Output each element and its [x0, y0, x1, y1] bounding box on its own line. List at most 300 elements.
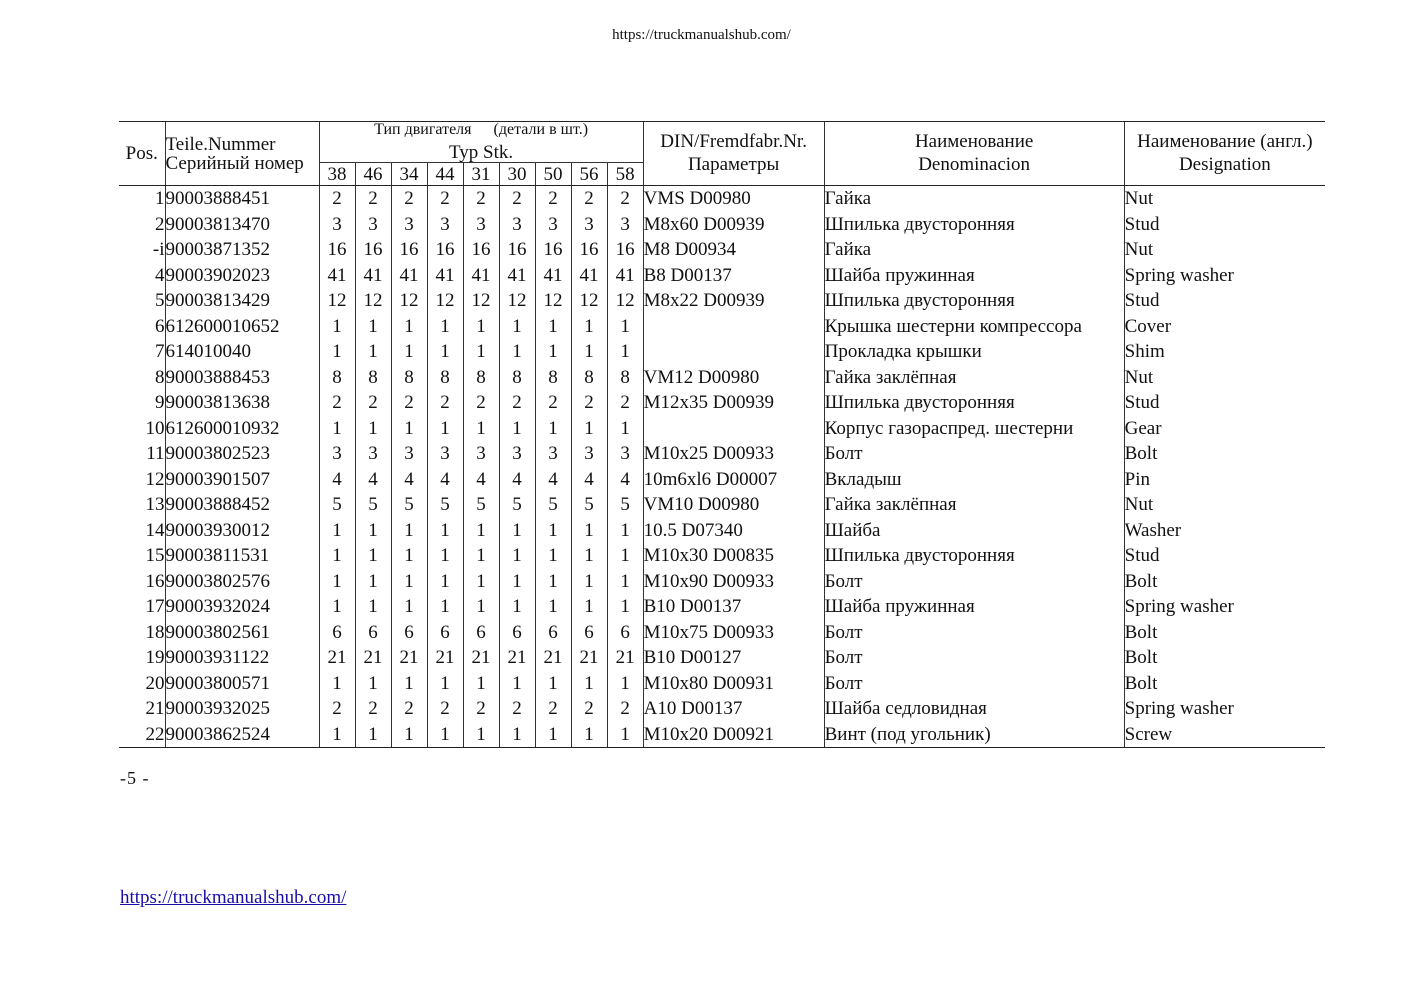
row-qty: 1 — [391, 594, 427, 620]
row-part-number: 90003813638 — [165, 390, 319, 416]
row-qty: 1 — [355, 416, 391, 442]
row-din: B8 D00137 — [643, 263, 824, 289]
row-qty: 21 — [427, 645, 463, 671]
row-qty: 6 — [607, 620, 643, 646]
row-qty: 1 — [571, 339, 607, 365]
header-designation-line1: Наименование (англ.) — [1137, 130, 1313, 152]
row-name-ru: Болт — [824, 620, 1124, 646]
row-qty: 16 — [319, 237, 355, 263]
row-qty: 21 — [499, 645, 535, 671]
row-qty: 21 — [319, 645, 355, 671]
row-name-ru: Болт — [824, 441, 1124, 467]
row-part-number: 90003813470 — [165, 212, 319, 238]
row-qty: 2 — [391, 696, 427, 722]
row-pos: 4 — [155, 264, 165, 286]
row-qty: 1 — [499, 416, 535, 442]
page-number: -5 - — [120, 768, 150, 788]
row-name-ru: Шайба пружинная — [824, 594, 1124, 620]
row-name-ru: Крышка шестерни компрессора — [824, 314, 1124, 340]
row-name-en: Cover — [1124, 314, 1325, 340]
row-name-ru: Корпус газораспред. шестерни — [824, 416, 1124, 442]
row-qty: 4 — [391, 467, 427, 493]
row-qty: 1 — [535, 569, 571, 595]
row-qty: 1 — [319, 518, 355, 544]
parts-table — [119, 121, 1325, 748]
row-qty: 5 — [535, 492, 571, 518]
table-row — [119, 186, 1325, 212]
row-qty: 1 — [355, 722, 391, 748]
row-qty: 1 — [319, 671, 355, 697]
row-part-number: 90003802523 — [165, 441, 319, 467]
header-din — [643, 122, 824, 186]
row-din: VM12 D00980 — [643, 365, 824, 391]
row-qty: 12 — [355, 288, 391, 314]
row-qty: 16 — [607, 237, 643, 263]
row-qty: 8 — [463, 365, 499, 391]
row-pos: 19 — [145, 647, 165, 669]
row-qty: 5 — [355, 492, 391, 518]
row-qty: 8 — [535, 365, 571, 391]
row-qty: 2 — [355, 186, 391, 212]
row-qty: 2 — [499, 696, 535, 722]
row-name-en: Bolt — [1124, 569, 1325, 595]
row-name-en: Bolt — [1124, 620, 1325, 646]
row-name-ru: Шайба пружинная — [824, 263, 1124, 289]
table-row — [119, 237, 1325, 263]
row-din: M10x80 D00931 — [643, 671, 824, 697]
row-qty: 1 — [571, 518, 607, 544]
row-qty: 3 — [571, 441, 607, 467]
row-pos: 1 — [155, 188, 165, 210]
footer-link[interactable]: https://truckmanualshub.com/ — [120, 887, 347, 908]
row-qty: 1 — [319, 569, 355, 595]
row-qty: 1 — [319, 594, 355, 620]
row-name-ru: Болт — [824, 645, 1124, 671]
row-pos: 10 — [145, 417, 165, 439]
row-qty: 2 — [463, 186, 499, 212]
row-pos: 2 — [155, 213, 165, 235]
row-part-number: 612600010652 — [165, 314, 319, 340]
row-qty: 3 — [391, 212, 427, 238]
row-qty: 5 — [499, 492, 535, 518]
row-part-number: 90003811531 — [165, 543, 319, 569]
row-qty: 8 — [499, 365, 535, 391]
row-qty: 1 — [391, 569, 427, 595]
row-qty: 21 — [571, 645, 607, 671]
row-qty: 6 — [571, 620, 607, 646]
row-name-en: Washer — [1124, 518, 1325, 544]
table-row — [119, 569, 1325, 595]
table-row — [119, 314, 1325, 340]
row-din: 10m6xl6 D00007 — [643, 467, 824, 493]
table-row — [119, 467, 1325, 493]
row-qty: 1 — [391, 314, 427, 340]
table-row — [119, 671, 1325, 697]
row-qty: 1 — [571, 543, 607, 569]
row-qty: 1 — [427, 314, 463, 340]
row-name-en: Bolt — [1124, 645, 1325, 671]
header-part-number — [165, 122, 319, 186]
table-row — [119, 339, 1325, 365]
row-qty: 1 — [427, 722, 463, 748]
row-qty: 3 — [427, 441, 463, 467]
row-name-en: Nut — [1124, 237, 1325, 263]
row-qty: 1 — [499, 671, 535, 697]
table-row — [119, 722, 1325, 748]
row-pos: 16 — [145, 570, 165, 592]
row-qty: 1 — [391, 416, 427, 442]
row-qty: 1 — [319, 339, 355, 365]
row-qty: 2 — [535, 696, 571, 722]
row-qty: 4 — [535, 467, 571, 493]
table-row — [119, 518, 1325, 544]
row-qty: 1 — [499, 722, 535, 748]
row-qty: 1 — [463, 518, 499, 544]
row-name-ru: Гайка заклёпная — [824, 492, 1124, 518]
row-pos: 5 — [155, 290, 165, 312]
row-qty: 3 — [319, 441, 355, 467]
row-qty: 3 — [355, 441, 391, 467]
row-qty: 1 — [355, 339, 391, 365]
row-qty: 41 — [319, 263, 355, 289]
row-qty: 1 — [427, 518, 463, 544]
row-qty: 2 — [427, 186, 463, 212]
engine-type-header: 44 — [427, 163, 463, 186]
row-part-number: 90003888453 — [165, 365, 319, 391]
table-row — [119, 492, 1325, 518]
header-denomination-line1: Наименование — [914, 130, 1034, 152]
row-qty: 6 — [355, 620, 391, 646]
row-part-number: 90003871352 — [165, 237, 319, 263]
row-qty: 12 — [571, 288, 607, 314]
row-qty: 1 — [355, 569, 391, 595]
row-qty: 1 — [391, 671, 427, 697]
row-part-number: 90003902023 — [165, 263, 319, 289]
row-name-en: Stud — [1124, 288, 1325, 314]
engine-type-header: 56 — [571, 163, 607, 186]
row-din: M8x60 D00939 — [643, 212, 824, 238]
row-qty: 16 — [391, 237, 427, 263]
row-qty: 1 — [319, 314, 355, 340]
row-qty: 1 — [355, 314, 391, 340]
row-part-number: 90003932025 — [165, 696, 319, 722]
row-pos: 12 — [145, 468, 165, 490]
row-qty: 12 — [391, 288, 427, 314]
row-qty: 1 — [499, 518, 535, 544]
row-qty: 2 — [535, 390, 571, 416]
row-din: VM10 D00980 — [643, 492, 824, 518]
row-qty: 5 — [391, 492, 427, 518]
row-qty: 8 — [427, 365, 463, 391]
row-name-en: Stud — [1124, 390, 1325, 416]
header-pos: Pos. — [119, 122, 165, 186]
row-qty: 4 — [355, 467, 391, 493]
row-qty: 5 — [607, 492, 643, 518]
row-qty: 1 — [427, 671, 463, 697]
row-qty: 3 — [607, 441, 643, 467]
row-name-ru: Винт (под угольник) — [824, 722, 1124, 748]
row-din: M10x90 D00933 — [643, 569, 824, 595]
row-pos: 13 — [145, 494, 165, 516]
row-pos: 7 — [155, 341, 165, 363]
header-url: https://truckmanualshub.com/ — [612, 27, 791, 43]
row-qty: 2 — [463, 390, 499, 416]
row-qty: 16 — [535, 237, 571, 263]
row-name-en: Spring washer — [1124, 594, 1325, 620]
row-qty: 4 — [427, 467, 463, 493]
row-qty: 5 — [427, 492, 463, 518]
row-qty: 2 — [355, 696, 391, 722]
row-part-number: 90003802576 — [165, 569, 319, 595]
row-pos: 18 — [145, 621, 165, 643]
row-name-en: Stud — [1124, 212, 1325, 238]
table-row — [119, 212, 1325, 238]
row-qty: 2 — [391, 390, 427, 416]
row-qty: 3 — [463, 212, 499, 238]
row-name-en: Stud — [1124, 543, 1325, 569]
row-qty: 2 — [499, 186, 535, 212]
row-qty: 1 — [499, 314, 535, 340]
row-qty: 3 — [391, 441, 427, 467]
engine-type-header: 46 — [355, 163, 391, 186]
row-qty: 1 — [319, 722, 355, 748]
row-part-number: 90003901507 — [165, 467, 319, 493]
table-row — [119, 390, 1325, 416]
row-qty: 16 — [499, 237, 535, 263]
header-designation — [1124, 122, 1325, 186]
row-qty: 1 — [499, 594, 535, 620]
row-name-en: Nut — [1124, 365, 1325, 391]
row-pos: 15 — [145, 545, 165, 567]
row-din: M10x20 D00921 — [643, 722, 824, 748]
row-part-number: 90003802561 — [165, 620, 319, 646]
row-qty: 41 — [571, 263, 607, 289]
row-qty: 1 — [571, 671, 607, 697]
row-qty: 2 — [463, 696, 499, 722]
row-part-number: 90003932024 — [165, 594, 319, 620]
row-qty: 4 — [499, 467, 535, 493]
row-pos: 11 — [146, 443, 165, 465]
row-qty: 1 — [463, 671, 499, 697]
engine-type-header: 50 — [535, 163, 571, 186]
row-name-en: Nut — [1124, 492, 1325, 518]
row-qty: 1 — [607, 594, 643, 620]
row-qty: 1 — [535, 722, 571, 748]
table-row — [119, 288, 1325, 314]
row-name-ru: Шпилька двусторонняя — [824, 543, 1124, 569]
row-pos: 21 — [145, 698, 165, 720]
row-din: M10x25 D00933 — [643, 441, 824, 467]
row-qty: 3 — [319, 212, 355, 238]
row-qty: 1 — [463, 416, 499, 442]
row-qty: 1 — [607, 543, 643, 569]
row-qty: 4 — [571, 467, 607, 493]
row-qty: 1 — [571, 722, 607, 748]
table-row — [119, 594, 1325, 620]
header-din-line2: Параметры — [687, 153, 780, 175]
row-qty: 1 — [535, 671, 571, 697]
row-qty: 1 — [463, 569, 499, 595]
row-din: M12x35 D00939 — [643, 390, 824, 416]
row-qty: 6 — [319, 620, 355, 646]
row-qty: 21 — [535, 645, 571, 671]
row-name-en: Spring washer — [1124, 696, 1325, 722]
row-qty: 1 — [535, 594, 571, 620]
row-part-number: 90003888451 — [165, 186, 319, 212]
row-qty: 1 — [391, 722, 427, 748]
row-din: A10 D00137 — [643, 696, 824, 722]
row-qty: 1 — [355, 518, 391, 544]
row-name-en: Screw — [1124, 722, 1325, 748]
header-engine-type — [319, 122, 643, 163]
row-part-number: 90003800571 — [165, 671, 319, 697]
row-qty: 2 — [499, 390, 535, 416]
row-name-en: Nut — [1124, 186, 1325, 212]
row-qty: 3 — [607, 212, 643, 238]
row-qty: 3 — [463, 441, 499, 467]
row-qty: 1 — [391, 518, 427, 544]
engine-type-header: 38 — [319, 163, 355, 186]
row-qty: 1 — [535, 339, 571, 365]
row-qty: 1 — [571, 314, 607, 340]
header-denomination — [824, 122, 1124, 186]
row-qty: 16 — [571, 237, 607, 263]
row-qty: 4 — [319, 467, 355, 493]
header-part-number-line1: Teile.Nummer — [165, 133, 276, 155]
row-qty: 1 — [535, 314, 571, 340]
row-part-number: 90003862524 — [165, 722, 319, 748]
table-row — [119, 263, 1325, 289]
row-qty: 2 — [427, 390, 463, 416]
row-qty: 1 — [499, 543, 535, 569]
row-pos: 22 — [119, 722, 165, 748]
row-qty: 5 — [319, 492, 355, 518]
row-name-en: Spring washer — [1124, 263, 1325, 289]
row-part-number: 90003888452 — [165, 492, 319, 518]
row-name-en: Bolt — [1124, 441, 1325, 467]
row-qty: 12 — [427, 288, 463, 314]
row-qty: 2 — [391, 186, 427, 212]
row-qty: 2 — [319, 390, 355, 416]
row-qty: 1 — [607, 569, 643, 595]
row-qty: 2 — [571, 390, 607, 416]
row-qty: 21 — [607, 645, 643, 671]
row-qty: 3 — [499, 441, 535, 467]
header-engine-type-de: Typ Stk. — [449, 142, 514, 163]
row-qty: 1 — [571, 416, 607, 442]
row-name-en: Shim — [1124, 339, 1325, 365]
row-qty: 6 — [535, 620, 571, 646]
table-row — [119, 620, 1325, 646]
row-qty: 1 — [427, 416, 463, 442]
engine-type-header: 31 — [463, 163, 499, 186]
row-qty: 1 — [463, 314, 499, 340]
row-qty: 1 — [463, 339, 499, 365]
row-name-en: Gear — [1124, 416, 1325, 442]
row-qty: 1 — [607, 314, 643, 340]
row-pos: 17 — [145, 596, 165, 618]
row-qty: 1 — [607, 416, 643, 442]
row-name-ru: Гайка заклёпная — [824, 365, 1124, 391]
row-name-en: Pin — [1124, 467, 1325, 493]
row-qty: 2 — [319, 696, 355, 722]
row-qty: 2 — [427, 696, 463, 722]
row-name-ru: Болт — [824, 569, 1124, 595]
row-qty: 6 — [499, 620, 535, 646]
row-qty: 2 — [571, 186, 607, 212]
row-part-number: 90003931122 — [165, 645, 319, 671]
row-din: M10x75 D00933 — [643, 620, 824, 646]
row-qty: 1 — [391, 339, 427, 365]
row-pos: 14 — [145, 519, 165, 541]
row-qty: 1 — [535, 543, 571, 569]
row-qty: 1 — [607, 671, 643, 697]
row-qty: 12 — [319, 288, 355, 314]
table-row — [119, 441, 1325, 467]
table-row — [119, 645, 1325, 671]
row-part-number: 90003930012 — [165, 518, 319, 544]
header-engine-type-ru: Тип двигателя — [374, 121, 472, 138]
row-qty: 2 — [571, 696, 607, 722]
row-name-ru: Шайба — [824, 518, 1124, 544]
row-name-ru: Шпилька двусторонняя — [824, 212, 1124, 238]
row-qty: 1 — [571, 569, 607, 595]
row-qty: 12 — [463, 288, 499, 314]
row-qty: 1 — [463, 543, 499, 569]
row-qty: 21 — [391, 645, 427, 671]
table-row — [119, 543, 1325, 569]
row-qty: 8 — [319, 365, 355, 391]
row-qty: 4 — [607, 467, 643, 493]
row-qty: 1 — [319, 543, 355, 569]
row-qty: 8 — [355, 365, 391, 391]
row-name-ru: Вкладыш — [824, 467, 1124, 493]
row-qty: 1 — [355, 594, 391, 620]
row-name-ru: Болт — [824, 671, 1124, 697]
row-qty: 1 — [427, 569, 463, 595]
row-qty: 3 — [499, 212, 535, 238]
row-din: M8x22 D00939 — [643, 288, 824, 314]
row-qty: 1 — [355, 671, 391, 697]
row-qty: 2 — [355, 390, 391, 416]
row-din: 10.5 D07340 — [643, 518, 824, 544]
row-qty: 1 — [607, 518, 643, 544]
row-qty: 41 — [607, 263, 643, 289]
engine-type-header: 58 — [607, 163, 643, 186]
row-pos: 9 — [155, 392, 165, 414]
row-qty: 12 — [499, 288, 535, 314]
row-name-ru: Прокладка крышки — [824, 339, 1124, 365]
row-part-number: 90003813429 — [165, 288, 319, 314]
row-pos: 8 — [155, 366, 165, 388]
row-qty: 8 — [571, 365, 607, 391]
row-qty: 3 — [571, 212, 607, 238]
row-qty: 1 — [463, 722, 499, 748]
row-qty: 1 — [355, 543, 391, 569]
row-qty: 1 — [571, 594, 607, 620]
table-row — [119, 365, 1325, 391]
row-qty: 16 — [463, 237, 499, 263]
row-din: M10x30 D00835 — [643, 543, 824, 569]
row-qty: 6 — [463, 620, 499, 646]
row-qty: 3 — [535, 212, 571, 238]
row-qty: 16 — [355, 237, 391, 263]
row-qty: 6 — [391, 620, 427, 646]
row-din — [643, 314, 824, 340]
row-qty: 16 — [427, 237, 463, 263]
table-row — [119, 416, 1325, 442]
row-qty: 21 — [355, 645, 391, 671]
